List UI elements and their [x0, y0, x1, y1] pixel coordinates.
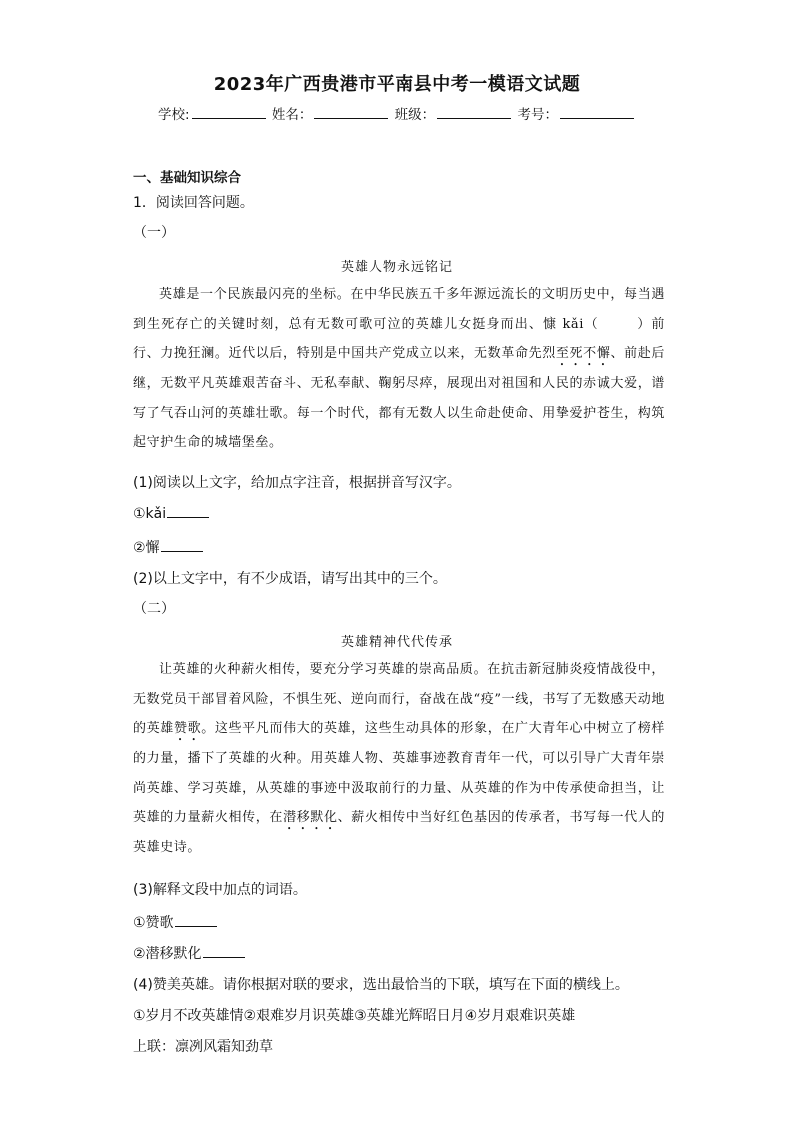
couplet-options: ①岁月不改英雄情②艰难岁月识英雄③英雄光辉昭日月④岁月艰难识英雄 [133, 1008, 576, 1024]
sub-question-3b-label: ②潜移默化 [133, 946, 202, 962]
school-blank[interactable] [192, 105, 266, 119]
sub-question-1a-label: ①kǎi [133, 506, 167, 522]
dotted-word-zhisibuxie: 至死不懈 [555, 346, 611, 361]
name-label: 姓名： [271, 107, 313, 123]
student-info-row [0, 103, 794, 123]
part-2-label: （二） [133, 601, 175, 617]
passage-1-part-c: 、前赴后继，无数平凡英雄艰苦奋斗、无私奉献、鞠躬尽瘁，展现出对祖国和人民的赤诚大爱，谱写了气吞山河的英雄壮歌。每一个时代，都有无数人以生命赴使命、用挚爱护苍生，构筑起守护生命的城墙堡垒。 [133, 346, 665, 450]
sub-question-1b-label: ②懈 [133, 540, 160, 556]
part-1-label: （一） [133, 225, 175, 241]
sub-question-3: (3)解释文段中加点的词语。 [133, 882, 307, 898]
passage-2-part-b: 。这些平凡而伟大的英雄，这些生动具体的形象，在广大青年心中树立了榜样的力量，播下了英雄的火种。用英雄人物、英雄事迹教育青年一代，可以引导广大青年崇尚英雄、学习英雄，从英雄的事迹中汲取前行的力量、从英雄的作为中传承使命担当，让英雄的力量薪火相传，在 [133, 721, 666, 825]
passage-2-part-c: 、薪火相传中当好红色基因的传承者，书写每一代人的英雄史诗。 [133, 810, 665, 855]
answer-blank-3a[interactable] [175, 914, 217, 927]
question-1: 1．阅读回答问题。 [133, 195, 254, 211]
couplet-upper-line: 上联：凛冽风霜知劲草 [133, 1039, 273, 1055]
class-label: 班级： [394, 107, 436, 123]
school-label: 学校: [158, 107, 190, 123]
passage-2-text [133, 655, 665, 863]
class-blank[interactable] [437, 105, 511, 119]
answer-blank-3b[interactable] [203, 945, 245, 958]
exam-number-blank[interactable] [560, 105, 634, 119]
name-blank[interactable] [314, 105, 388, 119]
sub-question-2: (2)以上文字中，有不少成语，请写出其中的三个。 [133, 571, 447, 587]
sub-question-1a [133, 505, 209, 522]
answer-blank-1b[interactable] [161, 539, 203, 552]
dotted-word-qianyimohua: 潜移默化 [283, 810, 338, 825]
answer-blank-1a[interactable] [167, 505, 209, 518]
passage-1-text [133, 280, 665, 458]
sub-question-4: (4)赞美英雄。请你根据对联的要求，选出最恰当的下联，填写在下面的横线上。 [133, 977, 629, 993]
sub-question-3a [133, 912, 217, 932]
sub-question-3a-label: ①赞歌 [133, 915, 174, 931]
exam-number-label: 考号： [517, 107, 558, 123]
sub-question-1b [133, 537, 203, 557]
passage-2-part-a: 让英雄的火种薪火相传，要充分学习英雄的崇高品质。在抗击新冠肺炎疫情战役中，无数党员干部冒着风险，不惧生死、逆向而行，奋战在战“疫”一线，书写了无数感天动地的英雄 [133, 662, 665, 736]
sub-question-1: (1)阅读以上文字，给加点字注音，根据拼音写汉字。 [133, 475, 461, 491]
dotted-word-zange: 赞歌 [173, 721, 202, 736]
passage-1-part-a: 英雄是一个民族最闪亮的坐标。在中华民族五千多年源远流长的文明历史中，每当遇到生死存亡的关键时刻，总有无数可歌可泣的英雄儿女挺身而出、慷 kǎi（ [133, 287, 665, 332]
section-heading: 一、基础知识综合 [133, 170, 241, 186]
passage-1-part-b: ）前行、力挽狂澜。近代以后，特别是中国共产党成立以来，无数革命先烈 [133, 316, 665, 361]
sub-question-3b [133, 943, 245, 963]
exam-title: 2023年广西贵港市平南县中考一模语文试题 [213, 74, 581, 95]
passage-1-title: 英雄人物永远铭记 [340, 260, 453, 275]
passage-2-title: 英雄精神代代传承 [340, 635, 453, 650]
